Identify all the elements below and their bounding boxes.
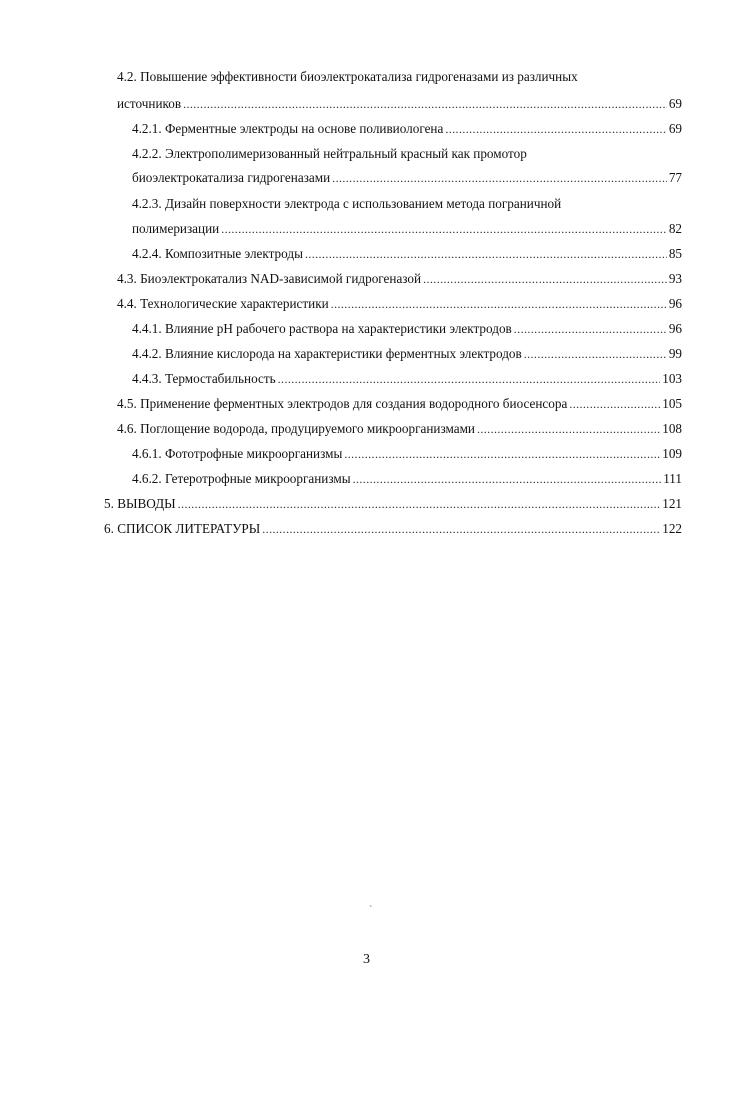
toc-entry-title: 6. СПИСОК ЛИТЕРАТУРЫ [104,521,261,536]
toc-page-number: 77 [668,170,682,185]
dot-leader [524,346,667,362]
toc-entry-4-6 [117,421,682,437]
toc-page-number: 96 [668,296,682,311]
stray-mark: ` [369,905,373,916]
toc-entry-4-2-cont [117,96,682,112]
toc-page-number: 82 [668,221,682,236]
toc-entry-4-5 [117,396,682,412]
toc-entry-4-4-1 [132,321,682,337]
toc-entry-title: биоэлектрокатализа гидрогеназами [132,170,331,185]
toc-entry-4-6-1 [132,446,682,462]
dot-leader [178,496,661,512]
toc-entry-title: 4.4.2. Влияние кислорода на характеристики ферментных электродов [132,346,522,361]
toc-page-number: 99 [668,346,682,361]
toc-entry-title: 4.3. Биоэлектрокатализ NAD-зависимой гидрогеназой [117,271,422,286]
toc-entry-4-3 [117,271,682,287]
toc-page-number: 108 [662,421,682,436]
toc-page-number: 96 [668,321,682,336]
toc-entry-title: 4.2.2. Электрополимеризованный нейтральный красный как промотор [132,146,527,161]
toc-entry-title: 5. ВЫВОДЫ [104,496,176,511]
dot-leader [183,96,667,112]
toc-entry-4-4-2 [132,346,682,362]
toc-entry-4-2-2-cont [132,170,682,186]
toc-entry-title: 4.6.2. Гетеротрофные микроорганизмы [132,471,351,486]
dot-leader [445,121,666,137]
dot-leader [569,396,660,412]
dot-leader [477,421,660,437]
toc-entry-4-2-2 [132,146,682,162]
toc-entry-title: 4.2.4. Композитные электроды [132,246,303,261]
toc-entry-5 [104,496,682,512]
toc-entry-4-4-3 [132,371,682,387]
toc-page-number: 69 [668,121,682,136]
toc-page-number: 69 [668,96,682,111]
toc-entry-title: 4.6.1. Фототрофные микроорганизмы [132,446,343,461]
dot-leader [331,296,667,312]
dot-leader [423,271,667,287]
toc-entry-title: 4.4.3. Термостабильность [132,371,276,386]
page-number: 3 [363,952,370,967]
toc-page-number: 85 [668,246,682,261]
toc-page-number: 109 [662,446,682,461]
toc-entry-6 [104,521,682,537]
toc-page-number: 103 [662,371,682,386]
toc-page-number: 93 [668,271,682,286]
toc-entry-title: источников [117,96,182,111]
dot-leader [221,221,667,237]
toc-entry-title: 4.2.1. Ферментные электроды на основе поливиологена [132,121,444,136]
dot-leader [344,446,660,462]
toc-entry-title: 4.5. Применение ферментных электродов для создания водородного биосенсора [117,396,568,411]
dot-leader [353,471,662,487]
toc-entry-4-2-1 [132,121,682,137]
dot-leader [332,170,667,186]
toc-entry-4-2-3 [132,196,682,212]
dot-leader [262,521,660,537]
toc-entry-4-2 [117,69,682,85]
toc-entry-title: 4.6. Поглощение водорода, продуцируемого микроорганизмами [117,421,475,436]
toc-entry-title: 4.2. Повышение эффективности биоэлектрокатализа гидрогеназами из различных [117,69,578,84]
toc-page-number: 111 [663,471,682,486]
toc-entry-title: 4.4. Технологические характеристики [117,296,329,311]
dot-leader [305,246,667,262]
toc-entry-4-2-4 [132,246,682,262]
toc-entry-4-6-2 [132,471,682,487]
toc-entry-4-4 [117,296,682,312]
dot-leader [514,321,667,337]
dot-leader [278,371,661,387]
toc-page-number: 122 [662,521,682,536]
toc-page-number: 121 [662,496,682,511]
toc-entry-title: 4.4.1. Влияние pH рабочего раствора на характеристики электродов [132,321,512,336]
toc-entry-4-2-3-cont [132,221,682,237]
toc-entry-title: 4.2.3. Дизайн поверхности электрода с использованием метода пограничной [132,196,562,211]
toc-page-number: 105 [662,396,682,411]
toc-entry-title: полимеризации [132,221,220,236]
